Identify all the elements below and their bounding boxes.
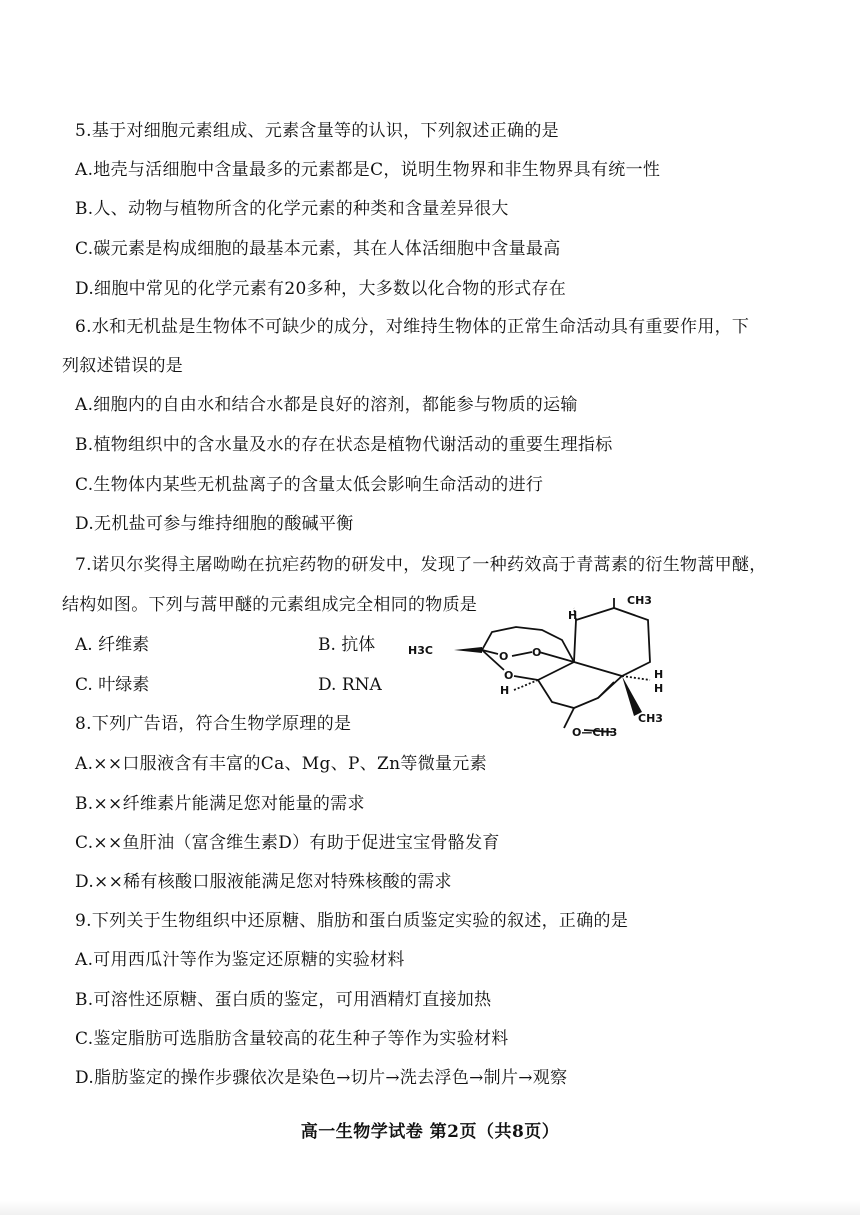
q7-option-c: C. 叶绿素: [75, 675, 150, 695]
q6-option-a: A.细胞内的自由水和结合水都是良好的溶剂，都能参与物质的运输: [75, 395, 578, 415]
q8-option-d: D.××稀有核酸口服液能满足您对特殊核酸的需求: [75, 872, 452, 892]
label-och3: O—CH3: [572, 726, 618, 739]
q6-stem-line1: 6.水和无机盐是生物体不可缺少的成分，对维持生物体的正常生命活动具有重要作用，下: [75, 317, 750, 337]
label-o1: O: [499, 650, 509, 663]
q5-option-a: A.地壳与活细胞中含量最多的元素都是C，说明生物界和非生物界具有统一性: [75, 160, 661, 180]
label-h3c: H3C: [408, 644, 433, 657]
q5-option-b: B.人、动物与植物所含的化学元素的种类和含量差异很大: [75, 199, 509, 219]
label-o2: O: [532, 646, 542, 659]
q8-option-b: B.××纤维素片能满足您对能量的需求: [75, 794, 365, 814]
label-h-right2: H: [654, 682, 664, 695]
q5-stem: 5.基于对细胞元素组成、元素含量等的认识，下列叙述正确的是: [75, 121, 559, 141]
label-ch3-top: CH3: [627, 594, 652, 607]
q8-stem: 8.下列广告语，符合生物学原理的是: [75, 714, 352, 734]
q8-option-c: C.××鱼肝油（富含维生素D）有助于促进宝宝骨骼发育: [75, 833, 500, 853]
q5-option-c: C.碳元素是构成细胞的最基本元素，其在人体活细胞中含量最高: [75, 239, 561, 259]
q9-option-a: A.可用西瓜汁等作为鉴定还原糖的实验材料: [75, 950, 405, 970]
scan-edge-shadow: [0, 1201, 860, 1215]
q7-stem-line2: 结构如图。下列与蒿甲醚的元素组成完全相同的物质是: [62, 595, 478, 615]
q6-option-c: C.生物体内某些无机盐离子的含量太低会影响生命活动的进行: [75, 475, 544, 495]
label-h-right1: H: [654, 668, 664, 681]
label-o3: O: [504, 669, 514, 682]
label-ch3-right: CH3: [638, 712, 663, 725]
q6-option-d: D.无机盐可参与维持细胞的酸碱平衡: [75, 514, 354, 534]
label-h-left: H: [500, 684, 510, 697]
q9-option-d: D.脂肪鉴定的操作步骤依次是染色→切片→洗去浮色→制片→观察: [75, 1068, 568, 1088]
q7-option-a: A. 纤维素: [75, 635, 150, 655]
q9-option-c: C.鉴定脂肪可选脂肪含量较高的花生种子等作为实验材料: [75, 1029, 509, 1049]
q7-option-b: B. 抗体: [318, 635, 376, 655]
q6-option-b: B.植物组织中的含水量及水的存在状态是植物代谢活动的重要生理指标: [75, 435, 613, 455]
q7-option-d: D. RNA: [318, 675, 382, 695]
q5-option-d: D.细胞中常见的化学元素有20多种，大多数以化合物的形式存在: [75, 279, 567, 299]
q9-stem: 9.下列关于生物组织中还原糖、脂肪和蛋白质鉴定实验的叙述，正确的是: [75, 911, 629, 931]
label-h-top: H: [568, 609, 578, 622]
q6-stem-line2: 列叙述错误的是: [62, 356, 184, 376]
q7-stem-line1: 7.诺贝尔奖得主屠呦呦在抗疟药物的研发中，发现了一种药效高于青蒿素的衍生物蒿甲醚，: [75, 555, 767, 575]
q8-option-a: A.××口服液含有丰富的Ca、Mg、P、Zn等微量元素: [75, 754, 487, 774]
q9-option-b: B.可溶性还原糖、蛋白质的鉴定，可用酒精灯直接加热: [75, 990, 492, 1010]
page-footer: 高一生物学试卷 第2页（共8页）: [300, 1122, 560, 1142]
